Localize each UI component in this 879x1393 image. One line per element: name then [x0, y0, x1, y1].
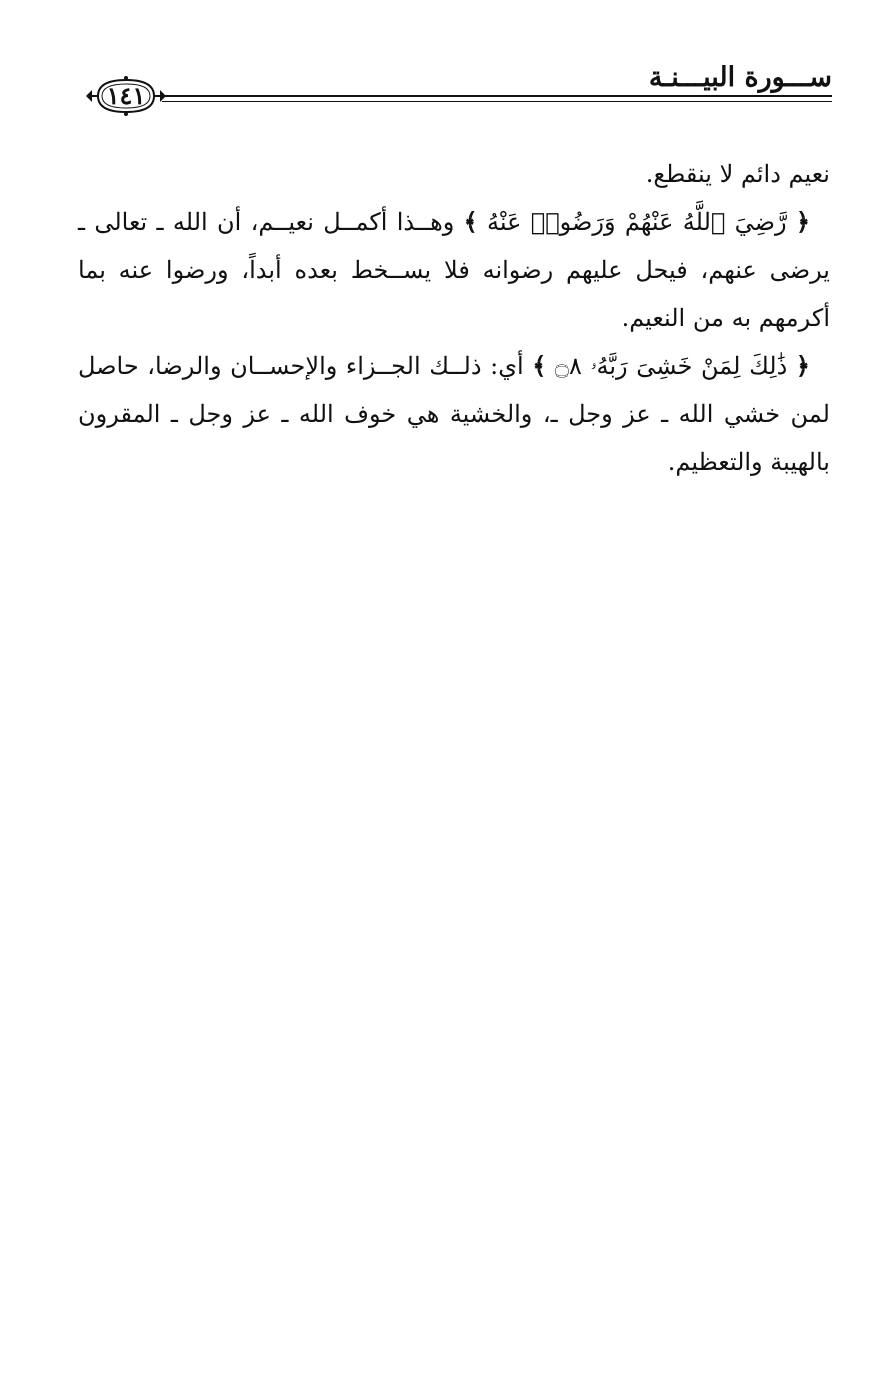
page-body	[78, 150, 830, 486]
paragraph-text: نعيم دائم لا ينقطع.	[645, 160, 830, 188]
page-number-badge	[84, 74, 168, 118]
quran-open-bracket: ﴿	[795, 351, 810, 380]
quran-close-bracket: ﴾	[463, 207, 478, 236]
paragraph-3	[78, 342, 830, 486]
page-header	[84, 62, 832, 126]
quran-verse: رَّضِيَ ٱللَّهُ عَنْهُمْ وَرَضُوا۟ عَنْهُ	[487, 208, 787, 236]
header-rule-thin	[162, 101, 832, 102]
paragraph-text: أي: ذلــك الجــزاء والإحســان والرضا، حاصل لمن خشي الله ـ عز وجل ـ، والخشية هي خوف الله ـ عز وجل ـ المقرون بالهيبة والتعظيم.	[78, 352, 830, 476]
header-rule-thick	[162, 95, 832, 97]
paragraph-2	[78, 198, 830, 342]
quran-verse: ذَٰلِكَ لِمَنْ خَشِىَ رَبَّهُۥ ۝٨	[554, 352, 788, 380]
surah-title: ســـورة البيـــنـة	[648, 62, 832, 93]
quran-close-bracket: ﴾	[532, 351, 547, 380]
quran-open-bracket: ﴿	[795, 207, 810, 236]
paragraph-1	[78, 150, 830, 198]
paragraph-text: وهــذا أكمــل نعيــم، أن الله ـ تعالى ـ يرضى عنهم، فيحل عليهم رضوانه فلا يســخط بعده أبداً، ورضوا عنه بما أكرمهم به من النعيم.	[78, 208, 830, 332]
page-number: ١٤١	[106, 81, 146, 110]
